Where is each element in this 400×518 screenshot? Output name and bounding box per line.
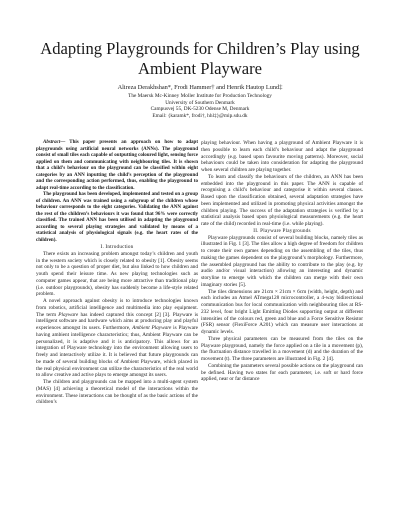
affiliation-block (20, 93, 380, 119)
term-ambient-playware: Ambient Playware (132, 325, 172, 331)
abstract-paragraph (36, 140, 198, 192)
intro-text: has indeed captured this concept [2] [3]. Playware is intelligent software and hardware which aims at producing play and playful experiences amongst its users. Furthermore, (36, 311, 198, 331)
term-playware: Playware (58, 311, 79, 318)
paper-title: Adapting Playgrounds for Children’s Play using Ambient Playware (40, 39, 360, 78)
affiliation-line: University of Southern Denmark (165, 99, 235, 106)
abstract-lead: Abstract (43, 140, 61, 145)
intro-paragraph-2 (36, 298, 198, 379)
intro-paragraph-3: The children and playgrounds can be mapped into a multi-agent system (MAS) [4] achieving a theoretical model of the interactions within the environment. These interactions can be thought of as the basic actions of the children’s (36, 379, 198, 406)
affiliation-line: The Maersk Mc-Kinney Moller Institute for Production Technology (128, 93, 272, 99)
section-heading-playware-playgrounds: II. Playware Playgrounds (253, 227, 311, 234)
author-list: Alireza Derakhshan*, Frodi Hammer† and Henrik Hautop Lund‡ (117, 84, 283, 91)
right-column (201, 140, 363, 383)
body-paragraph: Combining the parameters several possible actions on the playground can be defined. Having two states for each parameter, i.e. soft or hard force applied, near or far distance (201, 362, 363, 383)
intro-text: A novel approach against obesity is to introduce technologies known from robotics, artificial intelligence and multimedia into play equipment. The term (36, 298, 198, 318)
left-column (36, 140, 198, 406)
body-paragraph: playing behaviour. When having a playground of Ambient Playware it is then possible to learn each child’s behaviour and adapt the playground accordingly (e.g. based upon favourite moving patterns). Moreover, social behaviours could be taken into consideration for adapting the playground when several children are playing together. (201, 140, 363, 173)
affiliation-line: Campusvej 55, DK-5230 Odense M, Denmark (150, 106, 250, 112)
body-paragraph: The tiles dimensions are 21cm × 21cm × 6cm (width, height, depth) and each includes an Atmel ATmega128 microcontroller, a 4-way bidirectional communication bus for local communication with neighbouring tiles at RS-232 level, four bright Light Emitting Diodes supporting output at different intensities of the colours red, green and blue and a Force Sensitive Resistor (FSR) sensor (FlexiForce A201) which can measure user interactions at dynamic levels. (201, 288, 363, 335)
affiliation-email: Email: {karamk*, frodi†, hhl‡}@mip.sdu.dk (152, 112, 248, 119)
intro-text: is Playware having ambient intelligence characteristics; thus, Ambient Playware can be personalized, it is adaptive and it is anticipatory. This allows for an integration of Playware technology into the environment allowing users to freely and interactively utilize it. It is believed that future playgrounds can be made of several building blocks of Ambient Playware, which placed in the real physical environment can utilize the characteristics of the real world to allow creative and active plays to emerge amongst its users. (36, 325, 198, 379)
abstract-text: — This paper presents an approach on how to adapt playgrounds using artificial neural networks (ANNs). The playground consist of small tiles each capable of outputting coloured light, sensing force applied on them and communicating with neighbouring tiles. It is shown that a child’s behaviour on the playground can be classified within eight categories by an ANN inputting the child’s perception of the playground and the corresponding action performed, thus, enabling the playground to adapt real-time according to the classification. (36, 140, 198, 191)
body-paragraph: Three physical parameters can be measured from the tiles on the Playware playground, namely the force applied on a tile in a movement (p), the fluctuation distance travelled in a movement (d) and the duration of the movement (t). The three parameters are illustrated in Fig. 2 [4]. (201, 335, 363, 362)
section-heading-introduction: I. Introduction (100, 244, 134, 250)
intro-paragraph-1: There exists an increasing problem amongst today’s children and youth in the western society which is closely related to obesity [1]. Obesity seems not only to be a question of proper diet, but also linked to how children and youth spend their leisure time. As new playing technologies such as computer games appear, that are being more attractive than traditional play (i.e. outdoor playgrounds), obesity has suddenly become a life-style related problem. (36, 250, 198, 298)
body-paragraph: Playware playgrounds consist of several building blocks, namely tiles as illustrated in Fig. 1 [3]. The tiles allow a high degree of freedom for children to create their own games depending on the assembling of the tiles, thus making the games dependent on the playground’s morphology. Furthermore, the assembled playground has the ability to contribute to the play (e.g. by audio and/or visual interaction) allowing an interesting and dynamic storyline to emerge with which the children can merge with their own imaginary stories [5]. (201, 234, 363, 288)
body-paragraph: To learn and classify the behaviours of the children, an ANN has been embedded into the playground in this paper. The ANN is capable of recognising a child’s behaviour and categorise it within several classes. Based upon the classification obtained, several adaptation strategies have been implemented and utilized in promoting physical activities amongst the children playing. The success of the adaptation strategies is verified by a statistical analysis based upon physiological measurements (e.g. the heart rate of the child) recorded in real-time (i.e. while playing). (201, 173, 363, 227)
abstract-paragraph-2: The playground has been developed, implemented and tested on a group of children. An ANN was trained using a subgroup of the children whose behaviour corresponds to the eight categories. Validating the ANN against the rest of the children’s behaviours it was found that 96% were correctly classified. The trained ANN has been utilised in adapting the playground according to several playing strategies and validated by means of a statistical analysis of physiological signals (e.g. the heart rates of the children). (36, 192, 198, 243)
